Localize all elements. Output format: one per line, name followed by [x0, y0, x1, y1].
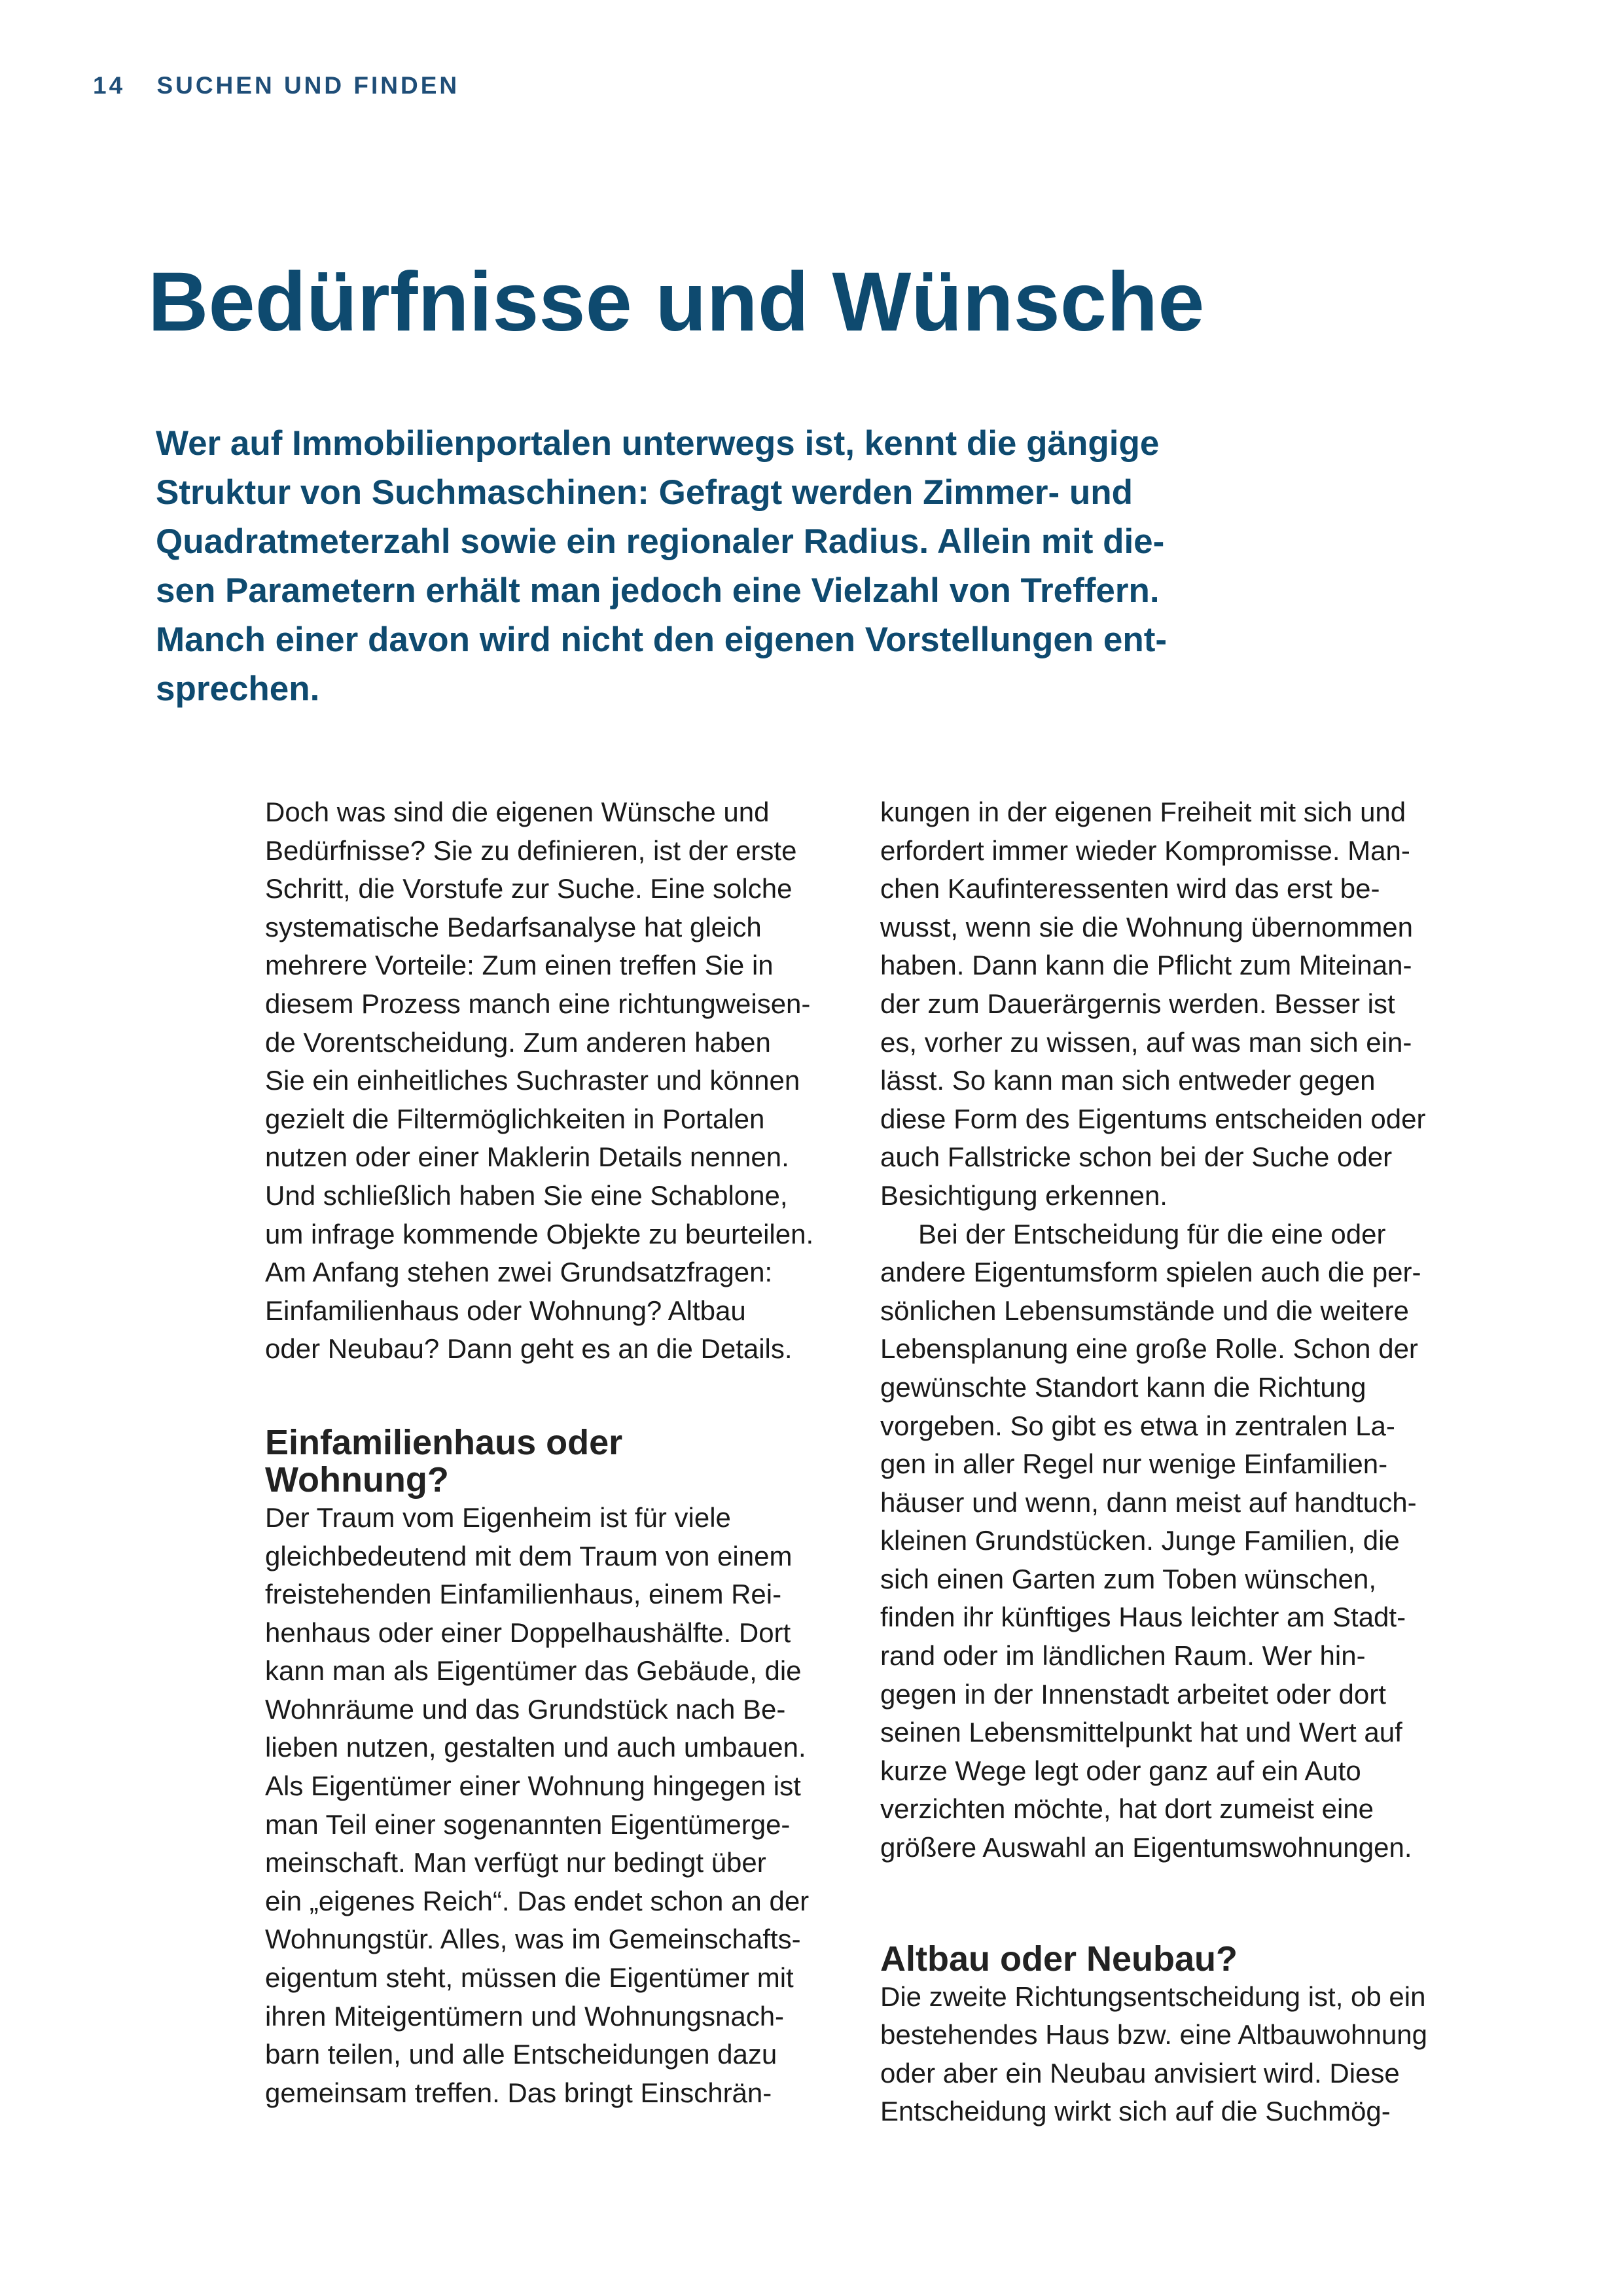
page-number: 14 [93, 72, 126, 99]
text-line: sich einen Garten zum Toben wünschen, [880, 1563, 1377, 1594]
lead-line: Wer auf Immobilienportalen unterwegs ist, kennt die gängige [156, 424, 1160, 463]
text-line: diese Form des Eigentums entscheiden oder [880, 1103, 1426, 1134]
text-line: man Teil einer sogenannten Eigentümerge- [265, 1808, 791, 1840]
lead-line: Quadratmeterzahl sowie ein regionaler Radius. Allein mit die- [156, 522, 1165, 561]
text-line: ein „eigenes Reich“. Das endet schon an der [265, 1885, 810, 1916]
text-line: diesem Prozess manch eine richtungweisen- [265, 988, 811, 1019]
text-line: lässt. So kann man sich entweder gegen [880, 1065, 1376, 1096]
text-line: Lebensplanung eine große Rolle. Schon der [880, 1333, 1418, 1365]
text-line: sönlichen Lebensumstände und die weitere [880, 1295, 1409, 1326]
text-line: es, vorher zu wissen, auf was man sich ein- [880, 1026, 1412, 1058]
text-line: Doch was sind die eigenen Wünsche und [265, 797, 770, 827]
text-line: kungen in der eigenen Freiheit mit sich und [880, 797, 1406, 827]
lead-line: Manch einer davon wird nicht den eigenen Vorstellungen ent- [156, 620, 1168, 659]
text-line: gewünschte Standort kann die Richtung [880, 1371, 1366, 1403]
section-name: SUCHEN UND FINDEN [156, 72, 460, 99]
text-line: kann man als Eigentümer das Gebäude, die [265, 1655, 802, 1687]
section-spacer [265, 1369, 841, 1424]
eigentumsform-paragraph [880, 1215, 1456, 1867]
text-line: Als Eigentümer einer Wohnung hingegen ist [265, 1770, 801, 1802]
text-line: Besichtigung erkennen. [880, 1179, 1168, 1211]
text-line: Schritt, die Vorstufe zur Suche. Eine solche [265, 873, 793, 905]
text-line: de Vorentscheidung. Zum anderen haben [265, 1026, 771, 1058]
lead-paragraph [156, 419, 1268, 713]
text-line: um infrage kommende Objekte zu beurteilen. [265, 1218, 814, 1249]
subheading-einfamilienhaus [265, 1424, 841, 1499]
lead-line: Struktur von Suchmaschinen: Gefragt werden Zimmer- und [156, 473, 1133, 512]
text-line: Der Traum vom Eigenheim ist für viele [265, 1501, 731, 1533]
subheading-line: Wohnung? [265, 1460, 449, 1499]
text-line: freistehenden Einfamilienhaus, einem Rei- [265, 1579, 782, 1610]
text-line: häuser und wenn, dann meist auf handtuch- [880, 1486, 1417, 1518]
text-line: Wohnungstür. Alles, was im Gemeinschafts- [265, 1924, 801, 1955]
text-line: haben. Dann kann die Pflicht zum Miteinan- [880, 950, 1412, 981]
subheading-line: Einfamilienhaus oder [265, 1422, 623, 1462]
altbau-paragraph [880, 1978, 1456, 2131]
text-line: gezielt die Filtermöglichkeiten in Portalen [265, 1103, 765, 1134]
text-line: gemeinsam treffen. Das bringt Einschrän- [265, 2077, 772, 2108]
text-line: eigentum steht, müssen die Eigentümer mit [265, 1962, 794, 1994]
text-line: henhaus oder einer Doppelhaushälfte. Dort [265, 1617, 791, 1648]
text-line: oder Neubau? Dann geht es an die Details. [265, 1333, 793, 1365]
text-line: bestehendes Haus bzw. eine Altbauwohnung [880, 2019, 1427, 2051]
page-title: Bedürfnisse und Wünsche [148, 255, 1205, 349]
text-line: auch Fallstricke schon bei der Suche oder [880, 1141, 1393, 1173]
text-line: größere Auswahl an Eigentumswohnungen. [880, 1832, 1412, 1863]
text-line: Entscheidung wirkt sich auf die Suchmög- [880, 2096, 1391, 2127]
text-line: lieben nutzen, gestalten und auch umbauen. [265, 1732, 806, 1763]
text-line: verzichten möchte, hat dort zumeist eine [880, 1793, 1374, 1825]
intro-paragraph [265, 793, 841, 1369]
text-line: vorgeben. So gibt es etwa in zentralen La- [880, 1410, 1395, 1441]
text-line: gegen in der Innenstadt arbeitet oder dort [880, 1678, 1386, 1710]
text-line: oder aber ein Neubau anvisiert wird. Diese [880, 2057, 1400, 2089]
text-line: gen in aller Regel nur wenige Einfamilien- [880, 1448, 1388, 1480]
text-line: wusst, wenn sie die Wohnung übernommen [880, 911, 1414, 942]
continued-paragraph [880, 793, 1456, 1215]
text-line: nutzen oder einer Maklerin Details nennen. [265, 1141, 789, 1173]
text-line: finden ihr künftiges Haus leichter am Stadt- [880, 1602, 1406, 1633]
text-line: Bedürfnisse? Sie zu definieren, ist der erste [265, 834, 797, 866]
right-column [880, 793, 1456, 2131]
running-head [93, 72, 459, 99]
text-line: barn teilen, und alle Entscheidungen dazu [265, 2039, 777, 2070]
text-line: Einfamilienhaus oder Wohnung? Altbau [265, 1295, 746, 1326]
left-column [265, 793, 841, 2112]
text-line: erfordert immer wieder Kompromisse. Man- [880, 834, 1410, 866]
text-line: gleichbedeutend mit dem Traum von einem [265, 1540, 793, 1571]
text-line: systematische Bedarfsanalyse hat gleich [265, 911, 762, 942]
text-line: kleinen Grundstücken. Junge Familien, die [880, 1525, 1400, 1556]
text-line: Sie ein einheitliches Suchraster und können [265, 1065, 800, 1096]
section-spacer [880, 1867, 1456, 1941]
subheading-line: Altbau oder Neubau? [880, 1939, 1238, 1979]
text-line: chen Kaufinteressenten wird das erst be- [880, 873, 1380, 905]
text-line: andere Eigentumsform spielen auch die per- [880, 1257, 1421, 1288]
subheading-altbau [880, 1941, 1456, 1978]
text-line: der zum Dauerärgernis werden. Besser ist [880, 988, 1395, 1019]
text-line: seinen Lebensmittelpunkt hat und Wert auf [880, 1717, 1402, 1748]
text-line: Bei der Entscheidung für die eine oder [918, 1218, 1386, 1249]
text-line: Die zweite Richtungsentscheidung ist, ob ein [880, 1981, 1426, 2012]
text-line: Am Anfang stehen zwei Grundsatzfragen: [265, 1257, 773, 1288]
text-line: mehrere Vorteile: Zum einen treffen Sie in [265, 950, 774, 981]
text-line: Wohnräume und das Grundstück nach Be- [265, 1693, 786, 1725]
einfamilienhaus-paragraph [265, 1499, 841, 2113]
text-line: ihren Miteigentümern und Wohnungsnach- [265, 2000, 785, 2032]
text-line: Und schließlich haben Sie eine Schablone, [265, 1179, 788, 1211]
text-line: meinschaft. Man verfügt nur bedingt über [265, 1847, 766, 1878]
lead-line: sprechen. [156, 670, 320, 708]
text-line: kurze Wege legt oder ganz auf ein Auto [880, 1755, 1361, 1786]
text-line: rand oder im ländlichen Raum. Wer hin- [880, 1640, 1366, 1672]
lead-line: sen Parametern erhält man jedoch eine Vielzahl von Treffern. [156, 571, 1160, 610]
